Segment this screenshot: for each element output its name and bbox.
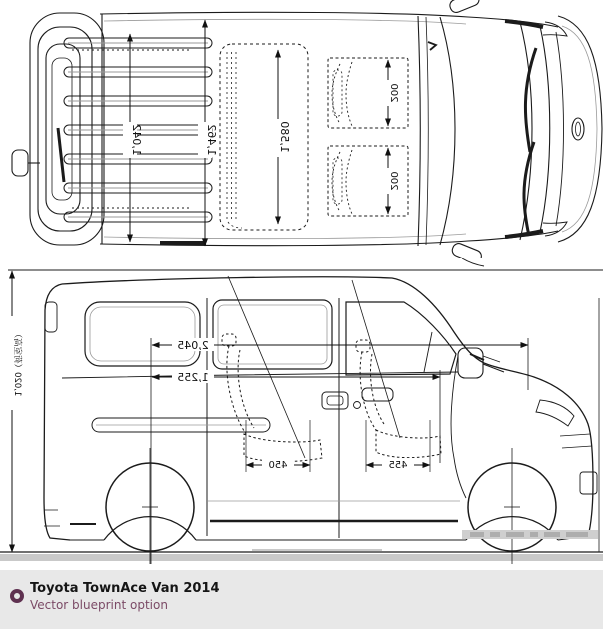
mirror-right-top: [450, 242, 483, 258]
dim-label-length-a: 2,045: [177, 339, 209, 352]
bullet-icon: [10, 589, 24, 603]
dim-label-width-a: 1,042: [130, 124, 143, 156]
dim-label-seat-b: 455: [388, 460, 408, 471]
road-band: [0, 554, 603, 561]
headlight: [536, 400, 574, 426]
rear-quarter-window: [85, 302, 200, 366]
watermark-strip: [462, 530, 598, 539]
leader-lines: [228, 276, 400, 458]
dim-label-seat-a: 450: [268, 460, 288, 471]
caption-text: [30, 581, 220, 613]
rear-seat-dashed: [222, 334, 322, 462]
dim-label-width-b: 1,462: [205, 124, 218, 156]
dim-label-seat-slide-front: 200: [388, 83, 399, 103]
dim-label-seat-slide-rear: 200: [388, 171, 399, 191]
top-view-drawing: [0, 0, 603, 258]
mirror-left-top: [448, 0, 481, 14]
van-front-top: [418, 0, 602, 258]
caption-title: Toyota TownAce Van 2014: [30, 581, 220, 596]
hinge-mark: [428, 42, 436, 50]
rear-wiper: [58, 128, 64, 182]
dim-label-length-b: 1,255: [177, 371, 209, 384]
rear-handle: [12, 150, 28, 176]
caption-bar: [0, 570, 603, 629]
front-door-window: [346, 302, 456, 375]
wheels: [106, 448, 556, 564]
cargo-area-dashed: [220, 44, 308, 230]
van-side-outline: [44, 277, 593, 540]
toyota-emblem: [572, 118, 584, 140]
dim-label-height: 1,020（荷室高）: [12, 329, 22, 397]
bumper-corner: [580, 472, 597, 494]
reference-lines: [0, 258, 603, 561]
caption-subtitle-link[interactable]: Vector blueprint option: [30, 598, 168, 612]
front-seat-dashed: [356, 340, 441, 458]
windows-doors: [70, 298, 597, 538]
sliding-door-window: [213, 300, 332, 369]
side-view-drawing: [0, 258, 603, 570]
tail-lamp: [45, 302, 57, 332]
slider-handle: [322, 392, 348, 409]
dim-label-cargo-length: 1,580: [278, 121, 291, 153]
